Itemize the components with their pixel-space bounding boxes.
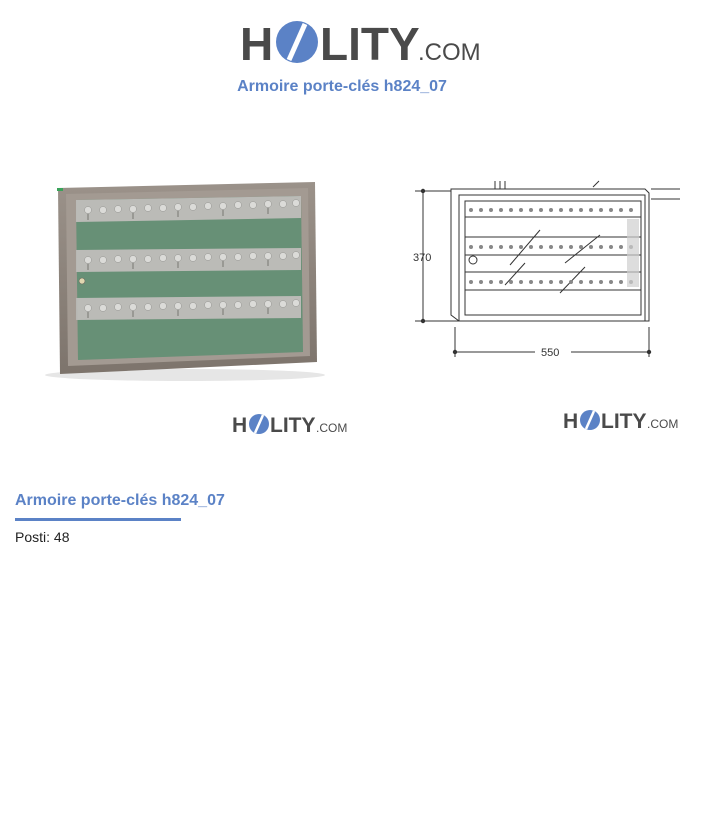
- svg-text:H: H: [563, 410, 579, 433]
- section-title: Armoire porte-clés h824_07: [15, 492, 225, 509]
- logo-o-icon: [249, 414, 269, 434]
- svg-text:H: H: [232, 414, 248, 437]
- section-divider: [15, 518, 181, 521]
- svg-text:.COM: .COM: [316, 421, 348, 435]
- svg-text:.COM: .COM: [418, 39, 481, 66]
- logo-o-icon: [580, 410, 600, 430]
- holity-logo: [0, 10, 720, 70]
- svg-text:LITY: LITY: [601, 410, 647, 433]
- svg-text:H: H: [240, 18, 274, 70]
- height-dimension-label: 370: [413, 252, 432, 264]
- technical-drawing: [405, 175, 680, 370]
- holity-watermark-logo: [232, 408, 348, 440]
- lock-icon: [469, 256, 477, 264]
- width-dimension-label: 550: [541, 347, 560, 359]
- product-photo: [40, 170, 330, 395]
- svg-text:LITY: LITY: [270, 414, 316, 437]
- svg-text:LITY: LITY: [320, 18, 420, 70]
- lock-icon: [79, 278, 85, 284]
- logo-o-icon: [276, 21, 318, 63]
- page-title: Armoire porte-clés h824_07: [237, 78, 447, 95]
- spec-line: Posti: 48: [15, 529, 70, 545]
- svg-text:.COM: .COM: [647, 417, 679, 431]
- holity-watermark-logo: [563, 404, 679, 436]
